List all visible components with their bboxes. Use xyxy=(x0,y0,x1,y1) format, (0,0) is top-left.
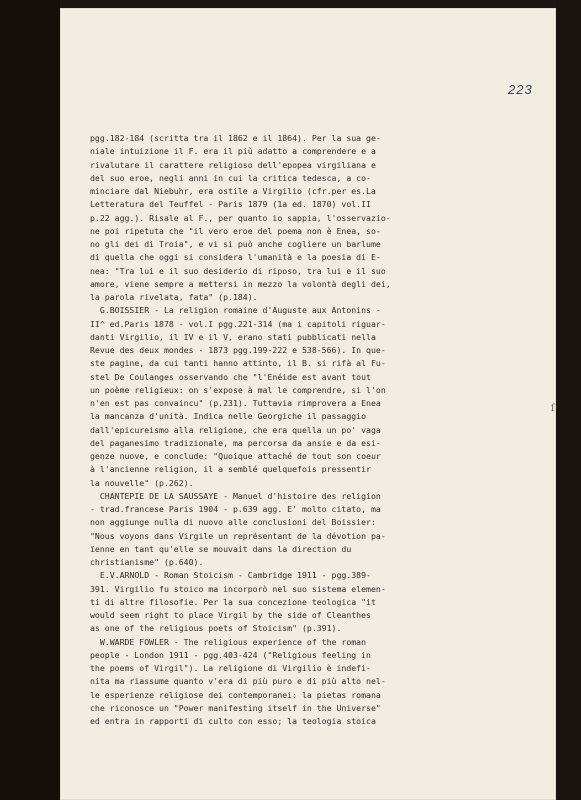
text-line: 391. Virgilio fu stoico ma incorporò nel suo sistema elemen- xyxy=(90,583,386,594)
margin-annotation: ſ xyxy=(551,403,555,414)
text-line: people - London 1911 - pgg.403-424 ("Religious feeling in xyxy=(90,649,371,660)
text-line: - trad.francese Paris 1904 - p.639 agg. E' molto citato, ma xyxy=(90,504,381,514)
text-line: would seem right to place Virgil by the side of Cleanthes xyxy=(90,610,371,620)
text-line: II^ ed.Paris 1878 - vol.I pgg.221-314 (ma i capitoli riguar- xyxy=(90,318,386,329)
text-line: as one of the religious poets of Stoicism" (p.391). xyxy=(90,623,342,634)
text-line: genze nuove, e conclude: "Quoique attaché de tout son coeur xyxy=(90,451,381,461)
text-line: la parola rivelata, fata" (p.184). xyxy=(90,292,258,302)
text-line: p.22 agg.). Risale al F., per quanto io sappia, l'osservazio- xyxy=(90,212,391,223)
text-line: nita ma riassume quanto v'era di più puro e di più alto nel- xyxy=(90,676,386,687)
text-line: amore, viene sempre a mettersi in mezzo la volontà degli dei, xyxy=(90,278,391,289)
text-line: n'en est pas convaincu" (p.231). Tuttavia rimprovera a Enea xyxy=(90,398,381,408)
text-line: no gli dei di Troia", e vi si può anche cogliere un barlume xyxy=(90,239,381,249)
text-line: Revue des deux mondes - 1873 pgg.199-222 e 538-566). In que- xyxy=(90,345,386,355)
text-line: G.BOISSIER - La religion romaine d'Auguste aux Antonins - xyxy=(90,305,381,316)
text-line: la nouvelle" (p.262). xyxy=(90,477,194,488)
text-line: un poème religieux: on s'expose à mal le comprendre, si l'on xyxy=(90,384,386,395)
text-line: CHANTEPIE DE LA SAUSSAYE - Manuel d'histoire des religion xyxy=(90,490,381,501)
text-line: del paganesimo tradizionale, ma percorsa da ansie e da esi- xyxy=(90,437,381,448)
text-line: danti Virgilio, il IV e il V, erano stati pubblicati nella xyxy=(90,331,376,342)
text-line: ne poi ripetuta che "il vero eroe del poema non è Enea, so- xyxy=(90,225,381,236)
text-line: ti di altre filosofie. Per la sua concezione teologica "it xyxy=(90,596,376,607)
text-line: ed entra in rapporti di culto con esso; la teologia stoica xyxy=(90,716,376,726)
text-line: la mancanza d'unità. Indica nelle Georgiche il passaggio xyxy=(90,411,367,422)
text-line: the poems of Virgil"). La religione di Virgilio è indefi- xyxy=(90,663,371,673)
text-line: non aggiunge nulla di nuovo alle conclusioni del Boissier: xyxy=(90,517,376,528)
document-page xyxy=(60,8,556,800)
text-line: ïenne en tant qu'elle se mouvait dans la direction du xyxy=(90,543,352,554)
text-line: christianisme" (p.640). xyxy=(90,557,204,567)
text-line: di quella che oggi si considera l'umanità e la poesia di E- xyxy=(90,252,381,263)
typewritten-text-block xyxy=(90,132,542,728)
text-line: W.WARDE FOWLER - The religious experience of the roman xyxy=(90,636,367,647)
page-number: 223 xyxy=(508,82,533,97)
text-line: pgg.182-184 (scritta tra il 1862 e il 1864). Per la sua ge- xyxy=(90,133,381,143)
text-line: le esperienze religiose dei contemporanei: la pietas romana xyxy=(90,689,381,700)
text-line: Letteratura del Teuffel - Paris 1879 (1a ed. 1870) vol.II xyxy=(90,199,371,210)
text-line: E.V.ARNOLD - Roman Stoicism - Cambridge 1911 - pgg.389- xyxy=(90,570,371,581)
text-line: che riconosce un "Power manifesting itself in the Universe" xyxy=(90,702,381,713)
text-line: del suo eroe, negli anni in cui la critica tedesca, a co- xyxy=(90,172,371,183)
text-line: niale intuizione il F. era il più adatto a comprendere e a xyxy=(90,146,376,157)
text-line: stel De Coulanges osservando che "l'Enéide est avant tout xyxy=(90,371,371,382)
text-line: dall'epicureismo alla religione, che era quella un po' vaga xyxy=(90,424,381,435)
text-line: "Nous voyons dans Virgile un représentant de la dévotion pa- xyxy=(90,530,386,541)
text-line: minciare dal Niebuhr, era ostile a Virgilio (cfr.per es.La xyxy=(90,186,376,196)
background-edge xyxy=(556,0,581,800)
text-line: à l'ancienne religion, il a semblé quelquefois pressentir xyxy=(90,464,371,475)
book-spine-shadow xyxy=(0,0,60,800)
text-line: nea: "Tra lui e il suo desiderio di riposo, tra lui e il suo xyxy=(90,265,386,276)
text-line: ste pagine, da cui tanti hanno attinto, il B. si rifà al Fu- xyxy=(90,358,386,369)
text-line: rivalutare il carattere religioso dell'epopea virgiliana e xyxy=(90,159,376,170)
